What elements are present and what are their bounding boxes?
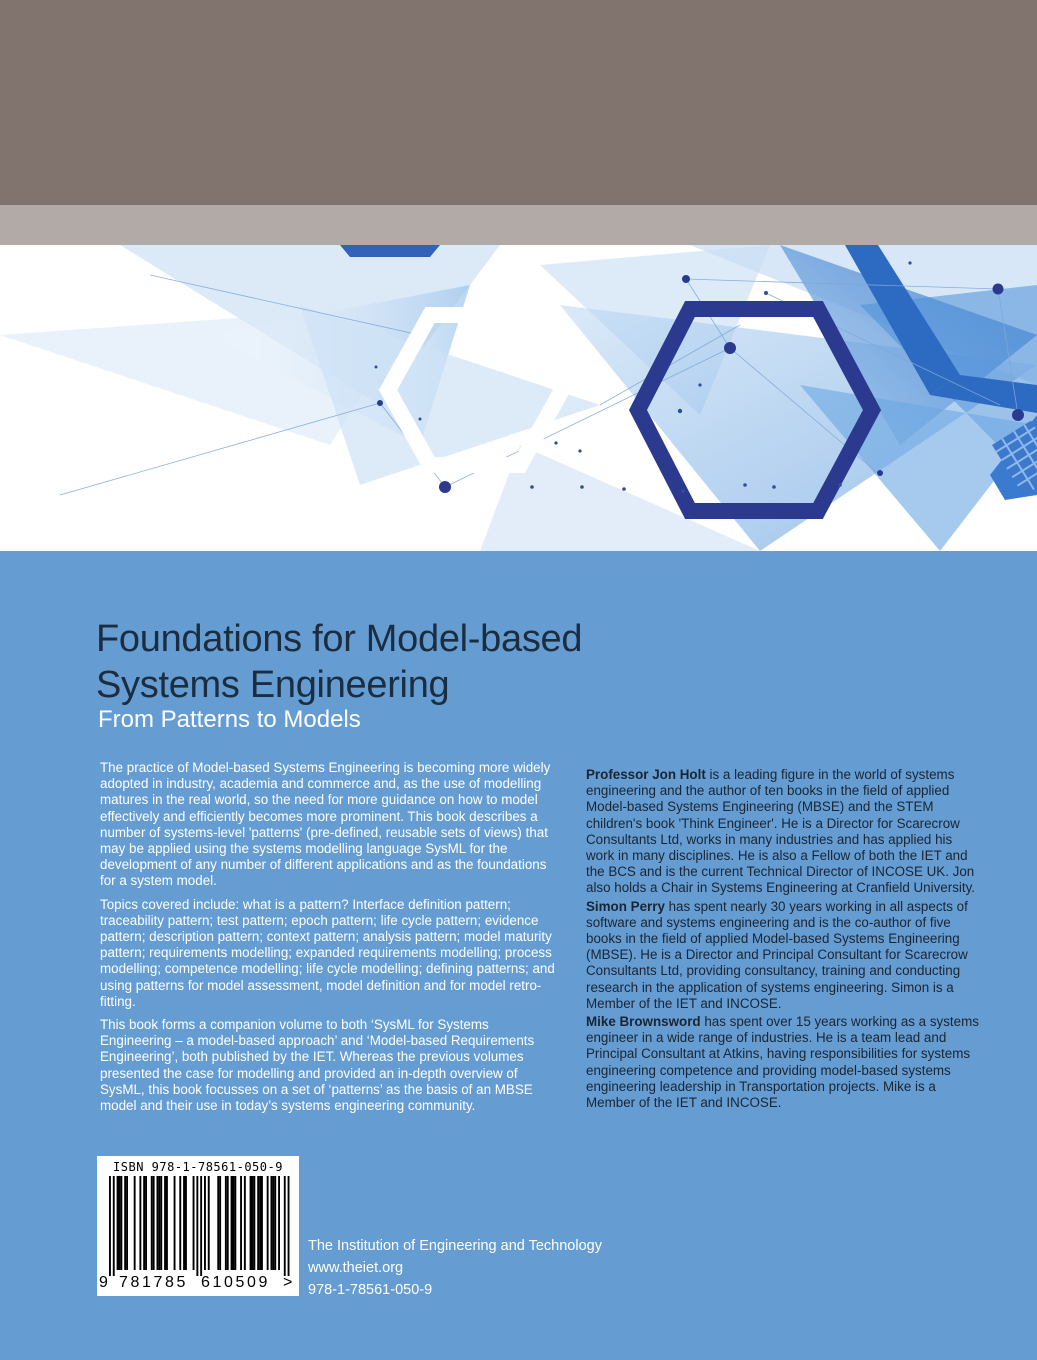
barcode-bar [244,1176,246,1270]
barcode-bar [174,1176,176,1270]
barcode-bar [267,1176,269,1270]
author-bio-text: has spent over 15 years working as a systems engineer in a wide range of industries. He is a team lead and Principal Consultant at Atkins, having responsibilities for systems engineering competence and providing model-based systems engineering leadership in Transportation projects. Mike is a Member of the IET and INCOSE. [586,1014,979,1111]
isbn-barcode [97,1156,299,1296]
publisher-isbn: 978-1-78561-050-9 [308,1282,433,1298]
top-color-band [0,0,1037,205]
author-bio-text: has spent nearly 30 years working in all aspects of software and systems engineering and is the co-author of five books in the field of applied Model-based Systems Engineering (MBSE). He is a Director and Principal Consultant for Scarecrow Consultants Ltd, providing consultancy, training and conducting research in the application of systems engineering. Simon is a Member of the IET and INCOSE. [586,898,968,1011]
barcode-bars [105,1176,291,1276]
barcode-bar [124,1176,126,1270]
barcode-digits [97,1274,299,1294]
barcode-bar [160,1176,162,1270]
barcode-bar [278,1176,280,1270]
barcode-bar [166,1176,168,1270]
book-title [96,616,716,708]
barcode-bar [153,1176,155,1270]
barcode-bar [185,1176,187,1270]
barcode-bar [157,1176,159,1270]
barcode-bar [272,1176,274,1270]
hexagon-network-artwork [0,245,1037,551]
author-name: Simon Perry [586,898,665,914]
barcode-bar [219,1176,221,1270]
author-bio [586,767,982,897]
barcode-bar [233,1176,235,1270]
barcode-bar [200,1176,202,1276]
barcode-bar [288,1176,290,1276]
barcode-bar [193,1176,195,1270]
barcode-bar [151,1176,153,1270]
author-bio [586,1014,982,1111]
barcode-bar [145,1176,147,1270]
network-graphic [0,245,1037,551]
author-bio-text: is a leading figure in the world of systems engineering and the author of ten books in the field of applied Model-based Systems Engineering (MBSE) and the STEM children's book 'Think Engineer'. He is a Director for Scarecrow Consultants Ltd, works in many industries and has applied his work in many disciplines. He is also a Fellow of both the IET and the BCS and is the current Technical Director of INCOSE UK. Jon also holds a Chair in Systems Engineering at Cranfield University. [586,767,976,896]
isbn-label: ISBN 978-1-78561-050-9 [113,1160,283,1174]
barcode-bar [227,1176,229,1270]
barcode-lead-digit: 9 [99,1274,108,1291]
barcode-bar [113,1176,115,1276]
barcode-end-mark: > [283,1274,293,1291]
grey-stripe [0,205,1037,245]
barcode-bar [271,1176,273,1270]
barcode-bar [204,1176,206,1270]
author-bio [586,899,982,1012]
title-line-2: Systems Engineering [96,664,450,706]
title-line-1: Foundations for Model-based [96,618,583,660]
barcode-bar [257,1176,259,1270]
publisher-website[interactable]: www.theiet.org [308,1260,404,1276]
book-description [100,760,562,1121]
barcode-bar [117,1176,119,1270]
publisher-name: The Institution of Engineering and Technology [308,1238,602,1254]
author-name: Mike Brownsword [586,1014,701,1030]
barcode-bar [164,1176,166,1270]
author-bios [586,767,982,1113]
barcode-right-digits: 610509 [201,1274,270,1291]
barcode-bar [208,1176,210,1270]
barcode-bar [158,1176,160,1270]
barcode-bar [126,1176,128,1270]
barcode-bar [196,1176,198,1276]
barcode-bar [250,1176,252,1270]
barcode-bar [143,1176,145,1270]
book-subtitle: From Patterns to Models [98,706,361,733]
barcode-bar [225,1176,227,1270]
description-paragraph: The practice of Model-based Systems Engineering is becoming more widely adopted in industry, academia and commerce and, as the use of modelling matures in the real world, so the need for more guidance on how to model effectively and efficiently becomes more prominent. This book describes a number of systems-level 'patterns' (pre-defined, reusable sets of views) that may be applied using the systems modelling language SysML for the development of any number of different applications and as the foundations for a system model. [100,760,551,889]
barcode-bar [274,1176,276,1270]
barcode-bar [139,1176,141,1270]
barcode-bar [240,1176,242,1270]
barcode-bar [234,1176,236,1270]
barcode-bar [252,1176,254,1270]
description-paragraph: Topics covered include: what is a pattern? Interface definition pattern; traceability pattern; test pattern; epoch pattern; life cycle pattern; evidence pattern; description pattern; context pattern; analysis pattern; model maturity pattern; requirements modelling; expanded requirements modelling; process modelling; competence modelling; life cycle modelling; defining patterns; and using patterns for model assessment, model definition and for model retro-fitting. [100,896,555,1009]
barcode-bar [284,1176,286,1276]
barcode-bar [261,1176,263,1270]
barcode-bar [253,1176,255,1270]
barcode-bar [179,1176,181,1270]
publisher-info [308,1235,708,1301]
barcode-bar [231,1176,233,1270]
barcode-bar [259,1176,261,1270]
barcode-bar [217,1176,219,1270]
barcode-left-digits: 781785 [119,1274,188,1291]
barcode-bar [183,1176,185,1270]
author-name: Professor Jon Holt [586,767,706,782]
barcode-bar [109,1176,111,1276]
barcode-bar [120,1176,122,1270]
barcode-bar [134,1176,136,1270]
description-paragraph: This book forms a companion volume to both ‘SysML for Systems Engineering – a model-based approach’ and ‘Model-based Requirements Engineering’, both published by the IET. Whereas the previous volumes presented the case for modelling and provided an in-depth overview of SysML, this book focusses on a set of ‘patterns’ as the basis of an MBSE model and their use in today’s systems engineering community. [100,1017,535,1114]
barcode-bar [119,1176,121,1270]
